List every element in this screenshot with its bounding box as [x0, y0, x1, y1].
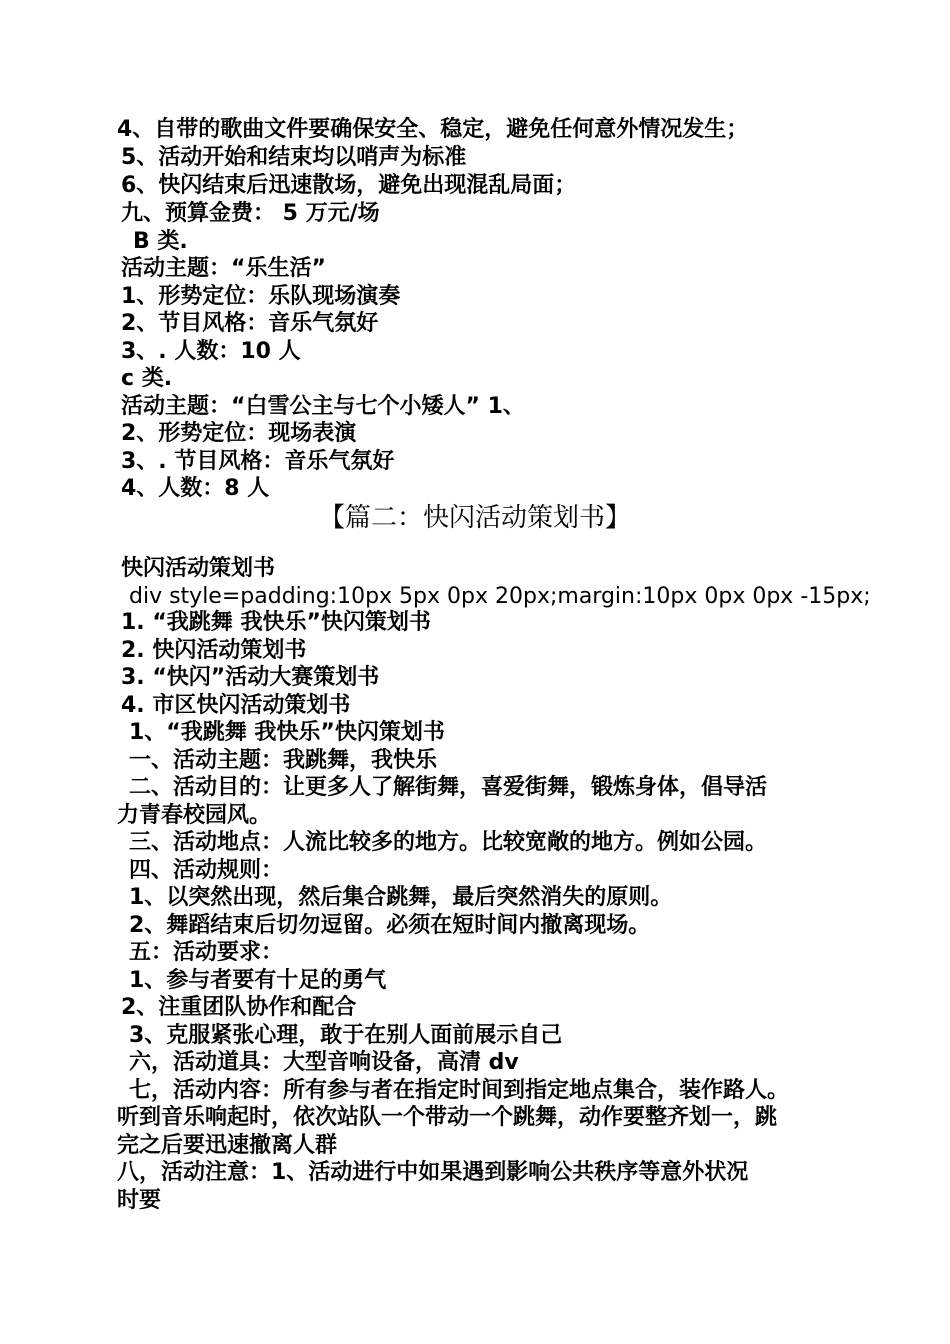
text-line: 6、快闪结束后迅速散场，避免出现混乱局面； [121, 173, 577, 198]
text-line: 2、形势定位：现场表演 [121, 421, 357, 446]
text-line: 活动主题：“乐生活” [121, 256, 326, 281]
text-line: 一、活动主题：我跳舞，我快乐 [129, 748, 438, 773]
text-line: 2、注重团队协作和配合 [121, 995, 357, 1020]
text-line: 五：活动要求： [129, 940, 284, 965]
text-line: 3、克服紧张心理，敢于在别人面前展示自己 [129, 1023, 563, 1048]
text-line: 三、活动地点：人流比较多的地方。比较宽敞的地方。例如公园。 [129, 830, 768, 855]
text-line: 2、节目风格：音乐气氛好 [121, 311, 379, 336]
text-line: div style=padding:10px 5px 0px 20px;margin:10px 0px 0px -15px; [129, 584, 871, 609]
text-line: 1、参与者要有十足的勇气 [129, 968, 387, 993]
text-line: 1、以突然出现，然后集合跳舞，最后突然消失的原则。 [129, 885, 673, 910]
text-line: 3. “快闪”活动大赛策划书 [121, 665, 380, 690]
text-line: 力青春校园风。 [117, 803, 272, 828]
text-line: 六，活动道具：大型音响设备，高清 dv [129, 1050, 519, 1075]
text-line: 九、预算金费： 5 万元/场 [121, 201, 380, 226]
text-line: 3、. 人数：10 人 [121, 339, 301, 364]
text-line: 4、自带的歌曲文件要确保安全、稳定，避免任何意外情况发生； [117, 117, 749, 142]
text-line: 1、“我跳舞 我快乐”快闪策划书 [129, 720, 445, 745]
text-line: 2、舞蹈结束后切勿逗留。必须在短时间内撤离现场。 [129, 913, 651, 938]
text-line: 4、人数：8 人 [121, 476, 270, 501]
text-line: 1. “我跳舞 我快乐”快闪策划书 [121, 610, 431, 635]
text-line: B 类. [133, 229, 188, 254]
text-line: 七，活动内容：所有参与者在指定时间到指定地点集合，装作路人。 [129, 1078, 790, 1103]
text-line: c 类. [121, 366, 173, 391]
section-title: 【篇二：快闪活动策划书】 [318, 503, 631, 533]
text-line: 二、活动目的：让更多人了解街舞，喜爱街舞，锻炼身体，倡导活 [129, 775, 768, 800]
text-line: 4. 市区快闪活动策划书 [121, 693, 351, 718]
text-line: 2. 快闪活动策划书 [121, 638, 307, 663]
text-line: 1、形势定位：乐队现场演奏 [121, 284, 401, 309]
text-line: 听到音乐响起时，依次站队一个带动一个跳舞，动作要整齐划一，跳 [117, 1105, 778, 1130]
text-line: 5、活动开始和结束均以哨声为标准 [121, 145, 467, 170]
text-line: 快闪活动策划书 [121, 556, 276, 581]
text-line: 八，活动注意：1、活动进行中如果遇到影响公共秩序等意外状况 [117, 1160, 749, 1185]
text-line: 时要 [117, 1188, 162, 1213]
text-line: 四、活动规则： [129, 858, 284, 883]
text-line: 3、. 节目风格：音乐气氛好 [121, 449, 395, 474]
text-line: 活动主题：“白雪公主与七个小矮人” 1、 [121, 394, 525, 419]
text-line: 完之后要迅速撤离人群 [117, 1133, 338, 1158]
